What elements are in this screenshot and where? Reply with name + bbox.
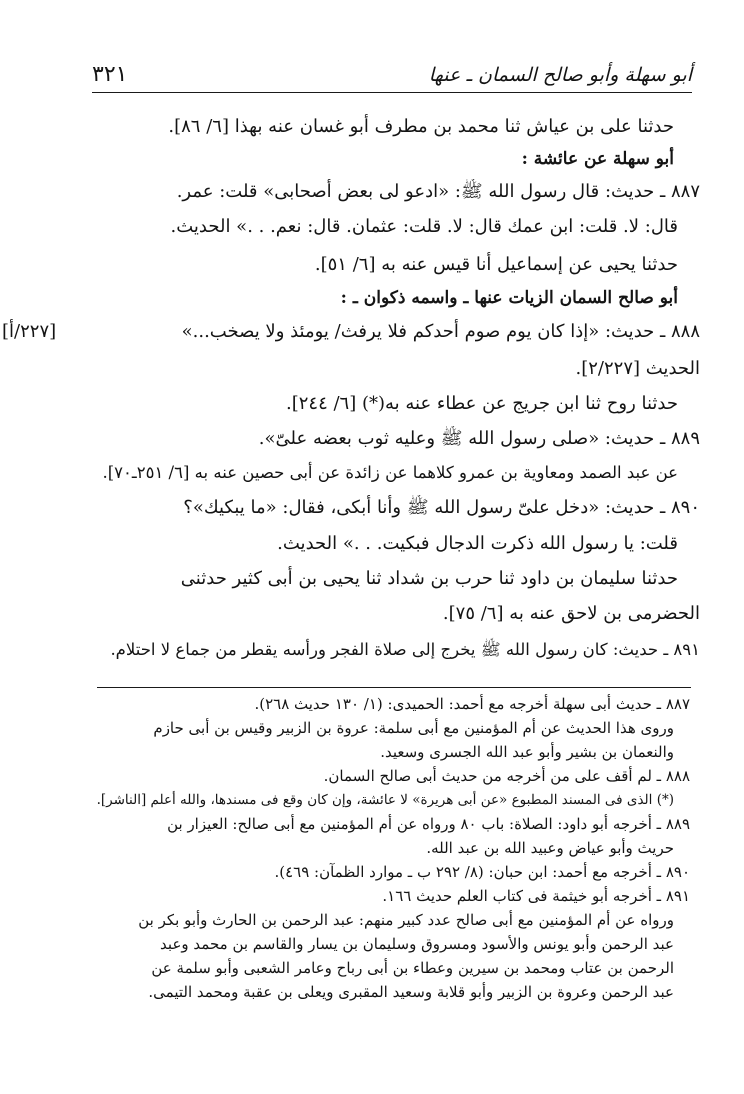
section-heading: أبو سهلة عن عائشة :	[521, 149, 674, 169]
hadith-line: ٨٩١ ـ حديث: كان رسول الله ﷺ يخرج إلى صلاة الفجر ورأسه يقطر من جماع لا احتلام.	[110, 640, 700, 659]
text-line: عن عبد الصمد ومعاوية بن عمرو كلاهما عن زائدة عن أبى حصين عنه به [٦/ ٢٥١ـ٧٠].	[102, 463, 678, 482]
footnote-line: ٨٨٧ ـ حديث أبى سهلة أخرجه مع أحمد: الحميدى: (١/ ١٣٠ حديث ٢٦٨).	[254, 695, 690, 713]
running-title: أبو سهلة وأبو صالح السمان ـ عنها	[428, 64, 692, 86]
text-line: حدثنا سليمان بن داود ثنا حرب بن شداد ثنا يحيى بن أبى كثير حدثنى	[180, 568, 678, 589]
hadith-line: ٨٩٠ ـ حديث: «دخل علىّ رسول الله ﷺ وأنا أبكى، فقال: «ما يبكيك»؟	[183, 497, 700, 518]
text-line: قلت: يا رسول الله ذكرت الدجال فبكيت. . .» الحديث.	[277, 533, 678, 554]
footnote-separator	[97, 687, 691, 688]
publisher-note: (*) الذى فى المسند المطبوع «عن أبى هريرة» لا عائشة، وإن كان وقع فى مسندها، والله أعلم [الناشر].	[96, 792, 674, 808]
footnote-line: عبد الرحمن وأبو يونس والأسود ومسروق وسليمان بن يسار والقاسم بن محمد وعبد	[160, 935, 674, 953]
footnote-line: ٨٩١ ـ أخرجه أبو خيثمة فى كتاب العلم حديث ١٦٦.	[382, 887, 690, 905]
text-line: قال: لا. قلت: ابن عمك قال: لا. قلت: عثمان. قال: نعم. . .» الحديث.	[170, 216, 678, 237]
footnote-line: وروى هذا الحديث عن أم المؤمنين مع أبى سلمة: عروة بن الزبير وقيس بن أبى حازم	[153, 719, 674, 737]
hadith-line: ٨٨٩ ـ حديث: «صلى رسول الله ﷺ وعليه ثوب بعضه علىّ».	[258, 428, 700, 449]
footnote-line: حريث وأبو عياض وعبيد الله بن عبد الله.	[426, 839, 674, 857]
text-line: حدثنا يحيى عن إسماعيل أنا قيس عنه به [٦/ ٥١].	[314, 254, 678, 275]
hadith-line: ٨٨٧ ـ حديث: قال رسول الله ﷺ: «ادعو لى بعض أصحابى» قلت: عمر.	[176, 181, 700, 202]
text-line: الحديث [٢/٢٢٧].	[575, 358, 700, 379]
text-line: الحضرمى بن لاحق عنه به [٦/ ٧٥].	[442, 603, 700, 624]
manuscript-margin-ref: [٢٢٧/أ]	[2, 321, 57, 342]
section-heading: أبو صالح السمان الزيات عنها ـ واسمه ذكوان ـ :	[340, 288, 678, 308]
footnote-line: عبد الرحمن وعروة بن الزبير وأبو قلابة وسعيد المقبرى ويعلى بن عقبة ومحمد التيمى.	[148, 983, 674, 1001]
footnote-line: والنعمان بن بشير وأبو عبد الله الجسرى وسعيد.	[380, 743, 674, 761]
page-number: ٣٢١	[92, 62, 128, 87]
footnote-line: ٨٩٠ ـ أخرجه مع أحمد: ابن حبان: (٨/ ٢٩٢ ب ـ موارد الظمآن: ٤٦٩).	[274, 863, 690, 881]
hadith-line: ٨٨٨ ـ حديث: «إذا كان يوم صوم أحدكم فلا يرفث/ يومئذ ولا يصخب...»	[181, 321, 700, 342]
footnote-line: ٨٨٩ ـ أخرجه أبو داود: الصلاة: باب ٨٠ ورواه عن أم المؤمنين مع أبى صالح: العيزار بن	[167, 815, 690, 833]
text-line: حدثنا على بن عياش ثنا محمد بن مطرف أبو غسان عنه بهذا [٦/ ٨٦].	[168, 116, 674, 137]
running-header	[92, 62, 692, 93]
footnote-line: ورواه عن أم المؤمنين مع أبى صالح عدد كبير منهم: عبد الرحمن بن الحارث وأبو بكر بن	[138, 911, 674, 929]
footnote-line: ٨٨٨ ـ لم أقف على من أخرجه من حديث أبى صالح السمان.	[323, 767, 690, 785]
text-line: حدثنا روح ثنا ابن جريج عن عطاء عنه به(*) [٦/ ٢٤٤].	[285, 393, 678, 414]
footnote-line: الرحمن بن عتاب ومحمد بن سيرين وعطاء بن أبى رباح وعامر الشعبى وأبو سلمة عن	[151, 959, 674, 977]
